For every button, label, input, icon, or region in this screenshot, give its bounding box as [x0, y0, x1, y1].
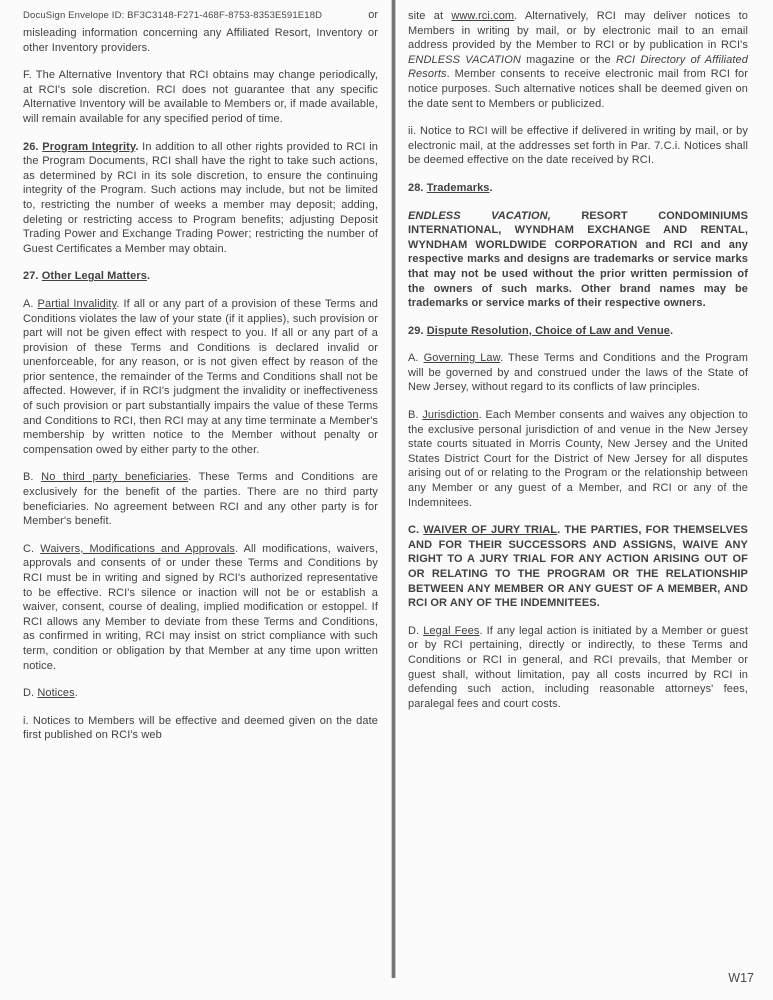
text-segment: Dispute Resolution, Choice of Law and Venue — [426, 324, 671, 337]
text-segment: . All modifications, waivers, approvals and consents of or under these Terms and Conditions by RCI must be in writing and signed by RCI's authorized representative to be effective. RCI's silence or inaction will not be or establish a waiver, consent, course of dealing, implied modification or estoppel. If RCI allows any Member to deviate from these Terms and Conditions, as confirmed in writing, RCI may insist on strict compliance with such term, condition or obligation by that Member at any time upon written notice. — [23, 542, 379, 672]
notices-item-ii — [408, 124, 748, 168]
text-segment: . — [74, 687, 78, 700]
text-segment: D. — [408, 624, 424, 637]
text-segment: . These Terms and Conditions are exclusively for the benefit of the parties. There are no third party beneficiaries. No agreement between RCI and any other party is for Member's benefit. — [23, 471, 379, 528]
section-27-heading — [23, 269, 378, 284]
text-segment: Partial Invalidity — [37, 297, 117, 310]
text-segment: . — [146, 270, 151, 283]
section-29d-legal-fees — [408, 624, 748, 712]
text-segment: In addition to all other rights provided to RCI in the Program Documents, RCI shall have the right to take such actions, as determined by RCI in its sole discretion, to ensure the continuing integrity of the Program. Such actions may include, but not be limited to, restricting the number of weeks a member may deposit; adding, deleting or restricting access to Program benefits; adjusting Deposit Trading Power and Exchange Trading Power; restricting the number of Guest Certificates a Member may obtain. — [23, 140, 378, 255]
text-segment: . Alternatively, RCI may deliver notices to Members in writing by mail, or by electronic mail to an email address provided by the Member to RCI or by publication in RCI's — [408, 10, 748, 52]
text-segment: . If any legal action is initiated by a Member or guest or by RCI pertaining, directly or indirectly, to these Terms and Conditions or RCI in general, and RCI prevails, that Member or guest shall, without limitation, pay all costs incurred by RCI in defending such action, including reasonable attorneys' fees, paralegal fees and court costs. — [408, 624, 748, 710]
section-29b-jurisdiction — [408, 408, 748, 510]
left-column — [23, 26, 378, 743]
text-segment: i. Notices to Members will be effective and deemed given on the date first published on RCI's web — [23, 714, 378, 742]
text-segment: . Each Member consents and waives any objection to the exclusive personal jurisdiction of and venue in the New Jersey state courts situated in Morris County, New Jersey and the United States District Court for the District of New Jersey for all disputes arising out of or relating to the Program or the relationship between any Member or any guest of a Member, and RCI or any of the Indemnitees. — [408, 409, 748, 509]
text-segment: ii. Notice to RCI will be effective if delivered in writing by mail, or by electronic mail, at the addresses set forth in Par. 7.C.i. Notices shall be deemed effective on the date received by RCI. — [408, 125, 748, 167]
text-segment: Waivers, Modifications and Approvals — [40, 542, 235, 555]
section-28-heading — [408, 181, 748, 196]
docusign-envelope-id: DocuSign Envelope ID: BF3C3148-F271-468F-8753-8353E591E18D — [23, 10, 323, 21]
rci-website-url: www.rci.com — [451, 10, 515, 22]
text-segment: 26. — [23, 140, 43, 153]
text-segment: site at — [408, 10, 452, 22]
text-segment: . — [135, 140, 143, 153]
section-f-alternative-inventory — [23, 68, 378, 126]
section-27b-no-third-party-beneficiaries — [23, 470, 378, 528]
text-segment: . — [489, 181, 493, 194]
text-segment: B. — [408, 409, 423, 422]
text-segment: Trademarks — [426, 181, 490, 194]
text-segment: Legal Fees — [423, 624, 480, 637]
text-segment: RESORT CONDOMINIUMS INTERNATIONAL, WYNDHAM EXCHANGE AND RENTAL, WYNDHAM WORLDWIDE CORPORATION and RCI and any respective marks and designs are trademarks or service marks that may not be used without the prior written permission of the owners of such marks. Other brand names may be trademarks or service marks of their respective owners. — [408, 209, 749, 310]
text-segment: . THE PARTIES, FOR THEMSELVES AND FOR THEIR SUCCESSORS AND ASSIGNS, WAIVE ANY RIGHT TO A JURY TRIAL FOR ANY ACTION ARISING OUT OF OR RELATING TO THE PROGRAM OR THE RELATIONSHIP BETWEEN ANY MEMBER OR ANY GUEST OF A MEMBER, AND RCI OR ANY OF THE INDEMNITEES. — [408, 524, 748, 610]
text-segment: D. — [23, 687, 38, 700]
text-segment: Jurisdiction — [422, 409, 479, 422]
text-segment: ENDLESS VACATION, — [408, 209, 551, 222]
section-27c-waivers-modifications-approvals — [23, 542, 378, 673]
trademarks-paragraph — [408, 209, 748, 311]
docusign-header — [23, 9, 378, 21]
text-segment: . These Terms and Conditions and the Program will be governed by and construed under the laws of the State of New Jersey, without regard to its conflicts of law principles. — [408, 352, 748, 394]
text-segment: magazine or the — [520, 53, 616, 66]
text-segment: Governing Law — [423, 352, 501, 365]
text-segment: Notices — [37, 687, 75, 700]
text-segment: No third party beneficiaries — [41, 471, 189, 484]
text-segment: . Member consents to receive electronic mail from RCI for notice purposes. Such alternative notices shall be deemed given on the date sent to Members or publicized. — [408, 68, 748, 110]
right-column — [408, 9, 748, 711]
text-segment: A. — [408, 352, 424, 365]
text-segment: RCI Directory of Affiliated Resorts — [408, 53, 748, 81]
section-29c-waiver-of-jury-trial — [408, 523, 748, 611]
section-27d-notices-heading — [23, 686, 378, 701]
text-segment: . — [670, 324, 674, 337]
text-segment: 29. — [408, 324, 427, 337]
notices-item-i-continued — [408, 9, 748, 111]
section-29a-governing-law — [408, 351, 748, 395]
continuation-word: or — [368, 9, 378, 21]
section-27a-partial-invalidity — [23, 297, 378, 458]
text-segment: C. — [23, 542, 41, 555]
text-segment: . If all or any part of a provision of these Terms and Conditions violates the law of your state (if it applies), such provision or part will not be given effect with respect to you. If all or any part of a provision of these Terms and Conditions is declared invalid or unenforceable, for any reason, or is not given effect by reason of the prior sentence, the remainder of the Terms and Conditions shall not be affected. However, if in RCI's judgment the invalidity or ineffectiveness of such provision or part substantially impairs the value of these Terms and Conditions to RCI, then RCI may at any time terminate a Member's membership by written notice to the Member without penalty or compensation owed by either party to the other. — [23, 297, 378, 456]
continued-paragraph — [23, 26, 378, 55]
column-divider — [392, 0, 395, 978]
text-segment: misleading information concerning any Affiliated Resort, Inventory or other Inventory providers. — [23, 27, 378, 54]
page-number: W17 — [728, 971, 754, 985]
text-segment: B. — [23, 471, 42, 484]
text-segment: Other Legal Matters — [41, 270, 147, 283]
section-29-heading — [408, 324, 748, 339]
text-segment: A. — [23, 297, 38, 310]
text-segment: WAIVER OF JURY TRIAL — [423, 524, 558, 537]
text-segment: Program Integrity — [42, 140, 136, 153]
text-segment: 27. — [23, 270, 42, 283]
section-26-program-integrity — [23, 140, 378, 257]
text-segment: F. The Alternative Inventory that RCI obtains may change periodically, at RCI's sole discretion. RCI does not guarantee that any specific Alternative Inventory will be available to Members or, if made available, will remain available for any specified period of time. — [23, 69, 378, 125]
text-segment: 28. — [408, 181, 427, 194]
notices-item-i — [23, 714, 378, 743]
text-segment: ENDLESS VACATION — [408, 53, 521, 66]
text-segment: C. — [408, 524, 424, 537]
